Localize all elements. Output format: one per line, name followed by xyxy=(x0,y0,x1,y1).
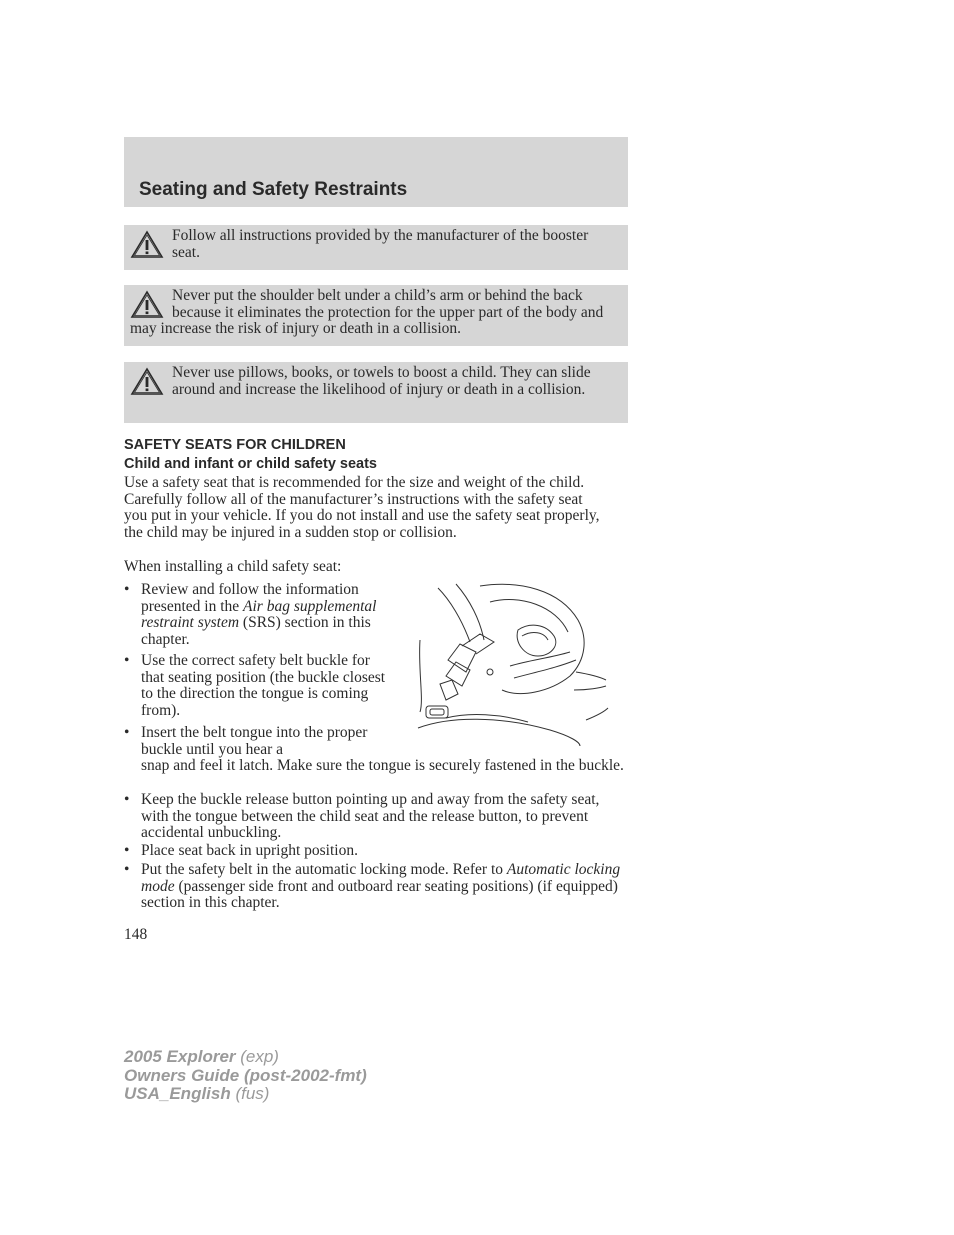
bullet-text: Review and follow the information presented in the xyxy=(141,581,359,615)
page-title: Seating and Safety Restraints xyxy=(139,179,408,200)
bullet-text: Put the safety belt in the automatic locking mode. Refer to xyxy=(141,861,507,878)
section-paragraph: Use a safety seat that is recommended for the size and weight of the child. Carefully follow all of the manufacturer’s instructions with the safety seat you put in your vehicle. If you do not install and use the safety seat properly, the child may be injured in a sudden stop or collision. xyxy=(124,474,600,541)
cross-reference-locking-mode: Automatic locking mode xyxy=(141,861,621,895)
warning-text: Never use pillows, books, or towels to boost a child. They can slide around and increase the likelihood of injury or death in a collision. xyxy=(172,364,591,398)
bullet-dot: • xyxy=(124,861,130,878)
bullet-text: Place seat back in upright position. xyxy=(141,842,358,859)
warning-box-shoulder-belt xyxy=(124,285,628,346)
bullet-text: (passenger side front and outboard rear seating positions) (if equipped) section in this chapter. xyxy=(141,877,618,911)
footer-language-code: (fus) xyxy=(230,1084,270,1103)
section-subheading: Child and infant or child safety seats xyxy=(124,456,377,472)
section-heading: SAFETY SEATS FOR CHILDREN xyxy=(124,437,346,453)
footer-language: USA_English xyxy=(124,1084,231,1103)
list-item xyxy=(124,862,628,912)
warning-box-pillows xyxy=(124,362,628,423)
cross-reference-airbag: Air bag supplemental restraint system xyxy=(141,597,377,631)
warning-triangle-icon xyxy=(130,290,164,320)
bullet-dot: • xyxy=(124,724,130,741)
bullet-text: Keep the buckle release button pointing up and away from the safety seat, with the tongue between the child seat and the release button, to prevent accidental unbuckling. xyxy=(141,791,600,841)
bullet-text: snap and feel it latch. Make sure the tongue is securely fastened in the buckle. xyxy=(141,757,624,774)
warning-text: Follow all instructions provided by the manufacturer of the booster seat. xyxy=(172,227,589,261)
bullet-dot: • xyxy=(124,791,130,808)
bullet-text: (SRS) section in this chapter. xyxy=(141,614,371,648)
list-item xyxy=(124,582,386,648)
document-footer xyxy=(124,1048,367,1104)
bullet-text: Use the correct safety belt buckle for that seating position (the buckle closest to the direction the tongue is coming from). xyxy=(141,652,386,719)
bullet-dot: • xyxy=(124,581,130,598)
installing-intro: When installing a child safety seat: xyxy=(124,558,342,575)
list-item xyxy=(124,653,386,719)
warning-box-booster xyxy=(124,225,628,270)
bullet-dot: • xyxy=(124,652,130,669)
section-header-band xyxy=(124,137,628,207)
bullet-dot: • xyxy=(124,842,130,859)
footer-guide: Owners Guide (post-2002-fmt) xyxy=(124,1065,367,1085)
warning-text: Never put the shoulder belt under a child’s arm or behind the back because it eliminates the protection for the upper part of the body and may increase the risk of injury or death in a collision. xyxy=(130,287,604,337)
bullet-text: Insert the belt tongue into the proper buckle until you hear a xyxy=(141,724,368,758)
list-item xyxy=(124,792,628,842)
warning-triangle-icon xyxy=(130,367,164,397)
page-number: 148 xyxy=(124,926,148,943)
footer-model: 2005 Explorer xyxy=(124,1047,236,1066)
warning-triangle-icon xyxy=(130,230,164,260)
footer-model-code: (exp) xyxy=(235,1047,279,1066)
seat-belt-buckle-illustration xyxy=(410,580,616,750)
list-item xyxy=(124,843,628,860)
